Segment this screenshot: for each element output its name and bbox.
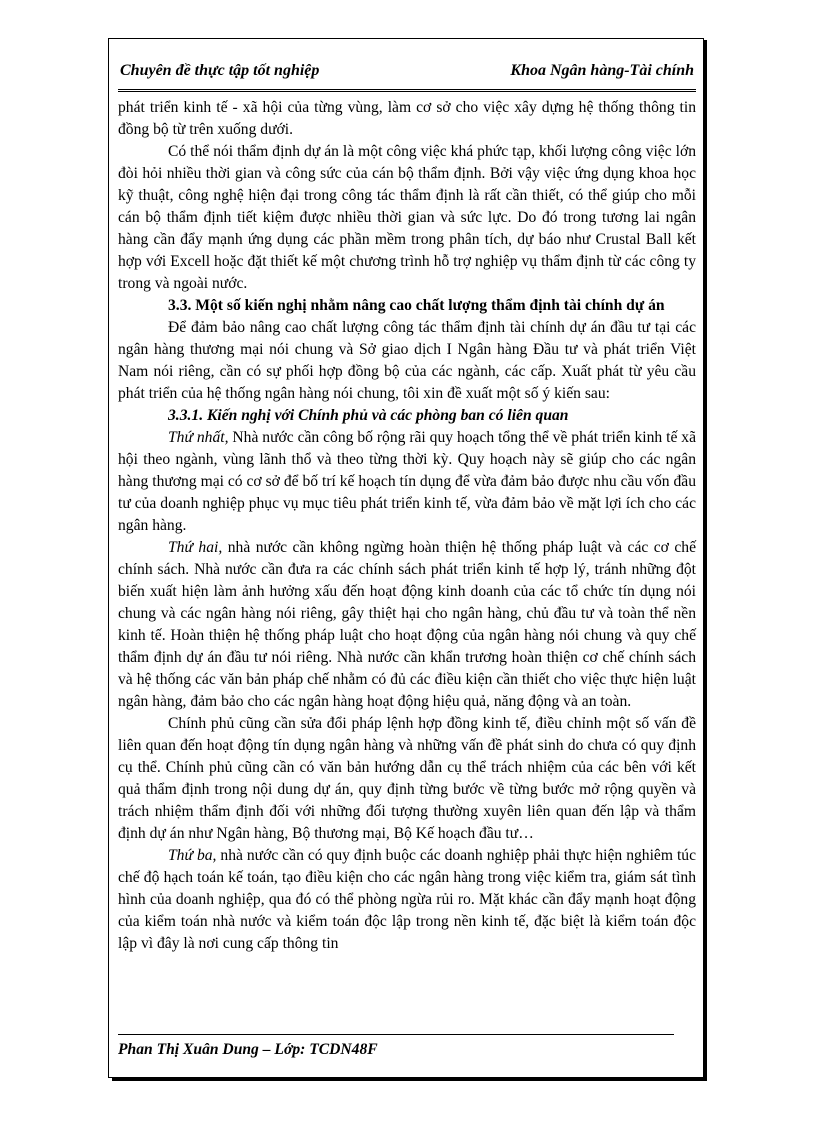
subsection-heading-3-3-1: 3.3.1. Kiến nghị với Chính phủ và các phòng ban có liên quan: [168, 407, 569, 424]
page-shadow-bottom: [112, 1078, 707, 1081]
paragraph-4-lead: Thứ nhất,: [168, 429, 229, 446]
page-footer: Phan Thị Xuân Dung – Lớp: TCDN48F: [118, 1041, 378, 1058]
paragraph-6: Chính phủ cũng cần sửa đổi pháp lệnh hợp đồng kinh tế, điều chỉnh một số vấn đề liên quan đến hoạt động tín dụng ngân hàng và những vấn đề phát sinh do chưa có quy định cụ thể. Chính phủ cũng cần có văn bản hướng dẫn cụ thể trách nhiệm của các bên với kết quả thẩm định trong nội dung dự án, quy định từng bước về từng bước mở rộng quyền và trách nhiệm thẩm định đối với những đối tượng thường xuyên liên quan đến lập và thẩm định dự án như Ngân hàng, Bộ thương mại, Bộ Kế hoạch đầu tư…: [118, 715, 696, 842]
paragraph-4: [118, 427, 696, 537]
page-header: [118, 58, 696, 86]
paragraph-4-text: Nhà nước cần công bố rộng rãi quy hoạch tổng thể về phát triển kinh tế xã hội theo ngành, vùng lãnh thổ và theo từng thời kỳ. Quy hoạch này sẽ giúp cho các ngân hàng thương mại có cơ sở để bố trí kế hoạch tín dụng để vừa đảm bảo được nhu cầu vốn đầu tư của doanh nghiệp phục vụ mục tiêu phát triển kinh tế, vừa đảm bảo về mặt lợi ích cho các ngân hàng.: [118, 429, 696, 534]
paragraph-7: [118, 845, 696, 955]
paragraph-5-lead: Thứ hai,: [168, 539, 223, 556]
paragraph-5-text: nhà nước cần không ngừng hoàn thiện hệ thống pháp luật và các cơ chế chính sách. Nhà nước cần đưa ra các chính sách phát triển kinh tế hợp lý, tránh những đột biến xuất hiện làm ảnh hưởng xấu đến hoạt động kinh doanh của các tổ chức tín dụng nói chung và các ngân hàng nói riêng, gây thiệt hại cho ngân hàng, chủ đầu tư và toàn thể nền kinh tế. Hoàn thiện hệ thống pháp luật cho hoạt động của ngân hàng nói chung và quy chế thẩm định dự án đầu tư nói riêng. Nhà nước cần khẩn trương hoàn thiện cơ chế chính sách và hệ thống các văn bản pháp chế nhằm có đủ các điều kiện cần thiết cho việc thực hiện luật ngân hàng, đảm bảo cho các ngân hàng hoạt động hiệu quả, năng động và an toàn.: [118, 539, 696, 710]
footer-rule: [118, 1034, 674, 1035]
document-body: [118, 97, 696, 955]
paragraph-2: Có thể nói thẩm định dự án là một công việc khá phức tạp, khối lượng công việc lớn đòi hỏi nhiều thời gian và công sức của cán bộ thẩm định. Bởi vậy việc ứng dụng khoa học kỹ thuật, công nghệ hiện đại trong công tác thẩm định là rất cần thiết, có thể giúp cho mỗi cán bộ thẩm định tiết kiệm được nhiều thời gian và sức lực. Do đó trong tương lai ngân hàng cần đẩy mạnh ứng dụng các phần mềm trong phân tích, dự báo như Crustal Ball kết hợp với Excell hoặc đặt thiết kế một chương trình hỗ trợ nghiệp vụ thẩm định từ các công ty trong và ngoài nước.: [118, 143, 696, 292]
paragraph-7-text: nhà nước cần có quy định buộc các doanh nghiệp phải thực hiện nghiêm túc chế độ hạch toán kế toán, tạo điều kiện cho các ngân hàng trong việc kiểm tra, giám sát tình hình của doanh nghiệp, qua đó có thể phòng ngừa rủi ro. Mặt khác cần đẩy mạnh hoạt động của kiểm toán nhà nước và kiểm toán độc lập trong nền kinh tế, đặc biệt là kiểm toán độc lập vì đây là nơi cung cấp thông tin: [118, 847, 696, 952]
paragraph-3: Để đảm bảo nâng cao chất lượng công tác thẩm định tài chính dự án đầu tư tại các ngân hàng thương mại nói chung và Sở giao dịch I Ngân hàng Đầu tư và phát triển Việt Nam nói riêng, cần có sự phối hợp đồng bộ của các ngành, các cấp. Xuất phát từ yêu cầu phát triển của hệ thống ngân hàng nói chung, tôi xin đề xuất một số ý kiến sau:: [118, 319, 696, 402]
section-heading-3-3: 3.3. Một số kiến nghị nhằm nâng cao chất lượng thẩm định tài chính dự án: [168, 297, 665, 314]
page-shadow-right: [704, 40, 707, 1080]
paragraph-1: phát triển kinh tế - xã hội của từng vùng, làm cơ sở cho việc xây dựng hệ thống thông tin đồng bộ từ trên xuống dưới.: [118, 99, 696, 138]
paragraph-7-lead: Thứ ba,: [168, 847, 217, 864]
paragraph-5: [118, 537, 696, 713]
header-right-title: Khoa Ngân hàng-Tài chính: [510, 62, 694, 79]
header-rule: [118, 89, 696, 92]
header-left-title: Chuyên đề thực tập tốt nghiệp: [120, 62, 320, 79]
